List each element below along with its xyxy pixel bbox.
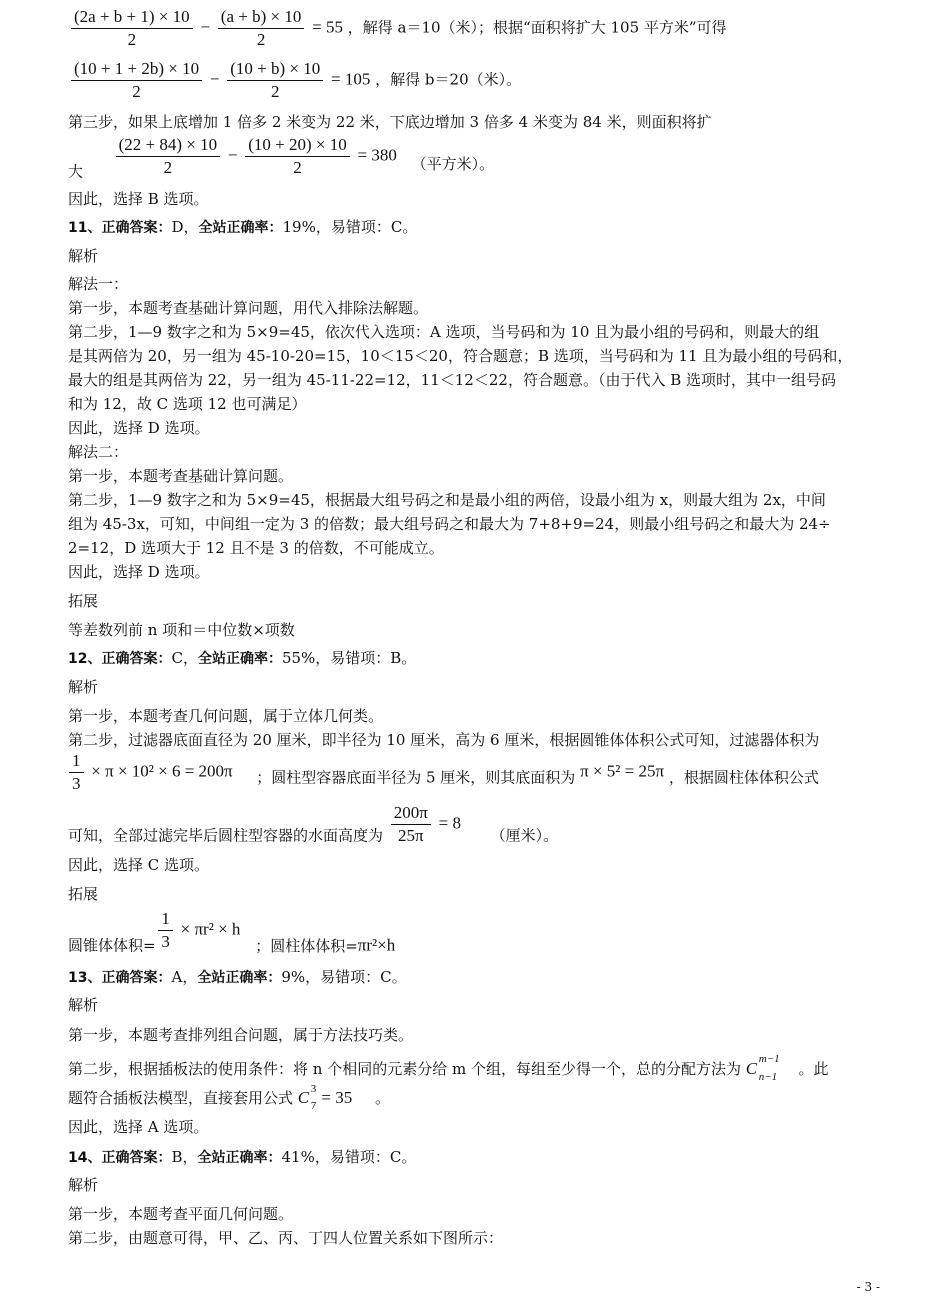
text-line: 解法一：	[68, 275, 129, 293]
q13-answer-line: 13、正确答案：A，全站正确率：9%，易错项：C。	[68, 968, 407, 986]
combination-formula: C 3 7 = 35	[297, 1083, 353, 1112]
q12-answer-line: 12、正确答案：C，全站正确率：55%，易错项：B。	[68, 649, 417, 667]
q12-height-line: 可知，全部过滤完毕后圆柱型容器的水面高度为 $\frac{200\pi}{25\pi}$ = 8 （厘米）。	[68, 803, 559, 845]
equation-1: $\frac{(2a + b + 1) \times 10}{2}$ − $\frac{(a + b) \times 10}{2}$ = 55 ，解得 a＝10（米）；根据“面积将扩大 105 平方米”可得	[68, 6, 727, 51]
conclusion-c: 因此，选择 C 选项。	[68, 856, 210, 874]
jiexi-heading: 解析	[68, 996, 99, 1014]
tuozhan-heading: 拓展	[68, 885, 99, 903]
text-line: 第一步，本题考查基础计算问题，用代入排除法解题。	[68, 299, 429, 317]
q12-formula-line: $\frac{1}{3}$ × π × 10² × 6 = 200π ；圆柱型容器底面半径为 5 厘米，则其底面积为 π × 5² = 25π ，根据圆柱体体积公式	[66, 750, 819, 795]
jiexi-heading: 解析	[68, 678, 99, 696]
jiexi-heading: 解析	[68, 247, 99, 265]
fraction: $\frac{(10 + 1 + 2b) \times 10}{2}$	[71, 58, 202, 103]
text-line: 组为 45-3x，可知，中间组一定为 3 的倍数；最大组号码之和最大为 7+8+9=24，则最小组号码之和最大为 24÷	[68, 515, 831, 533]
step-3-text: 第三步，如果上底增加 1 倍多 2 米变为 22 米，下底边增加 3 倍多 4 米变为 84 米，则面积将扩	[68, 113, 712, 131]
combination-formula: C m−1 n−1	[745, 1053, 780, 1083]
fraction: $\frac{(2a + b + 1) \times 10}{2}$	[71, 6, 193, 51]
q13-step3-line: 题符合插板法模型，直接套用公式 C 3 7 = 35 。	[68, 1083, 391, 1112]
q14-answer-line: 14、正确答案：B，全站正确率：41%，易错项：C。	[68, 1148, 417, 1166]
text-line: 是其两倍为 20，另一组为 45-10-20=15，10＜15＜20，符合题意；B 选项，当号码和为 11 且为最小组的号码和，	[68, 347, 853, 365]
fraction: $\frac{(10 + b) \times 10}{2}$	[227, 58, 323, 103]
text-line: 因此，选择 D 选项。	[68, 563, 210, 581]
text-line: 解法二：	[68, 443, 129, 461]
text-line: 第二步，由题意可得，甲、乙、丙、丁四人位置关系如下图所示：	[68, 1229, 504, 1247]
equation-3: 大 $\frac{(22 + 84) \times 10}{2}$ − $\frac{(10 + 20) \times 10}{2}$ = 380 （平方米）。	[68, 135, 495, 181]
fraction: $\frac{200\pi}{25\pi}$	[391, 802, 431, 847]
jiexi-heading: 解析	[68, 1176, 99, 1194]
fraction: $\frac{1}{3}$	[158, 908, 173, 953]
text-line: 因此，选择 D 选项。	[68, 419, 210, 437]
text-line: 第一步，本题考查排列组合问题，属于方法技巧类。	[68, 1026, 414, 1044]
text-line: 第一步，本题考查平面几何问题。	[68, 1205, 294, 1223]
conclusion-a: 因此，选择 A 选项。	[68, 1118, 209, 1136]
fraction: $\frac{(a + b) \times 10}{2}$	[218, 6, 305, 51]
text-line: 最大的组是其两倍为 22，另一组为 45-11-22=12，11＜12＜22，符合题意。（由于代入 B 选项时，其中一组号码	[68, 371, 836, 389]
text-line: 2=12，D 选项大于 12 且不是 3 的倍数，不可能成立。	[68, 539, 444, 557]
fraction: $\frac{(10 + 20) \times 10}{2}$	[245, 134, 350, 179]
text-line: 第二步，过滤器底面直径为 20 厘米，即半径为 10 厘米，高为 6 厘米，根据圆锥体体积公式可知，过滤器体积为	[68, 731, 820, 749]
tuozhan-heading: 拓展	[68, 592, 99, 610]
text-line: 第一步，本题考查几何问题，属于立体几何类。	[68, 707, 384, 725]
fraction: $\frac{1}{3}$	[69, 750, 84, 795]
q13-step2-line: 第二步，根据插板法的使用条件：将 n 个相同的元素分给 m 个组，每组至少得一个，总的分配方法为 C m−1 n−1 。此	[68, 1053, 829, 1083]
q11-extension: 等差数列前 n 项和＝中位数×项数	[68, 621, 295, 639]
text-line: 和为 12，故 C 选项 12 也可满足）	[68, 395, 307, 413]
q12-extension-line: 圆锥体体积= $\frac{1}{3}$ × πr² × h ；圆柱体体积=πr²×h	[68, 909, 396, 955]
text-line: 第一步，本题考查基础计算问题。	[68, 467, 294, 485]
q11-answer-line: 11、正确答案：D，全站正确率：19%，易错项：C。	[68, 218, 418, 236]
conclusion-b: 因此，选择 B 选项。	[68, 190, 209, 208]
page-number: - 3 -	[856, 1280, 880, 1294]
fraction: $\frac{(22 + 84) \times 10}{2}$	[116, 134, 221, 179]
text-line: 第二步，1—9 数字之和为 5×9=45，依次代入选项：A 选项，当号码和为 10 且为最小组的号码和，则最大的组	[68, 323, 820, 341]
text-line: 第二步，1—9 数字之和为 5×9=45，根据最大组号码之和是最小组的两倍，设最小组为 x，则最大组为 2x，中间	[68, 491, 826, 509]
equation-2: $\frac{(10 + 1 + 2b) \times 10}{2}$ − $\frac{(10 + b) \times 10}{2}$ = 105 ，解得 b＝20（米）。	[68, 58, 521, 103]
